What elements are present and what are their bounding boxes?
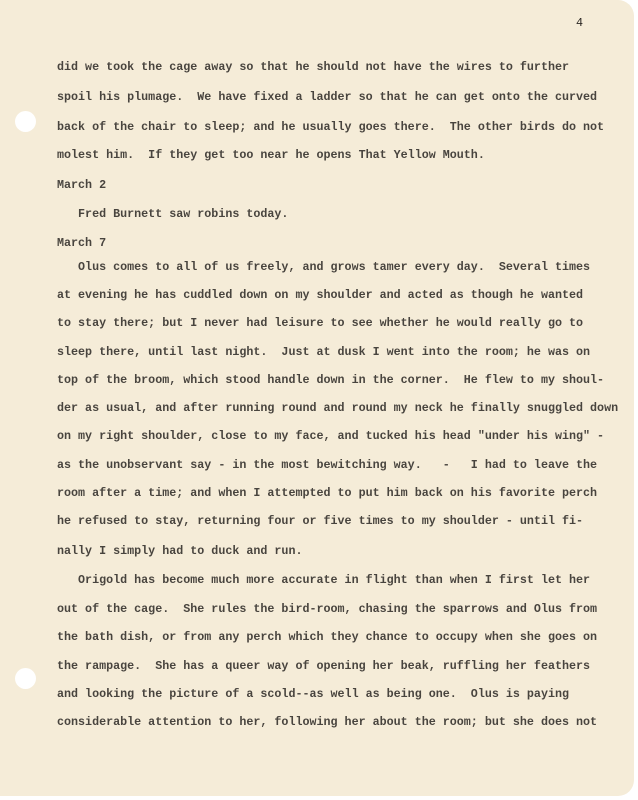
text-line: on my right shoulder, close to my face, and tucked his head "under his wing" - [57, 429, 605, 443]
text-line: considerable attention to her, following her about the room; but she does not [57, 715, 598, 729]
text-line: top of the broom, which stood handle down in the corner. He flew to my shoul- [57, 373, 605, 387]
text-line: room after a time; and when I attempted to put him back on his favorite perch [57, 486, 598, 500]
text-line: and looking the picture of a scold--as well as being one. Olus is paying [57, 687, 569, 701]
text-line: as the unobservant say - in the most bewitching way. - I had to leave the [57, 458, 598, 472]
text-line: Fred Burnett saw robins today. [57, 207, 289, 221]
text-line: the rampage. She has a queer way of opening her beak, ruffling her feathers [57, 659, 591, 673]
binder-hole [15, 111, 36, 132]
text-line: he refused to stay, returning four or five times to my shoulder - until fi- [57, 514, 584, 528]
text-line: to stay there; but I never had leisure to see whether he would really go to [57, 316, 584, 330]
text-line: spoil his plumage. We have fixed a ladder so that he can get onto the curved [57, 90, 598, 104]
text-line: at evening he has cuddled down on my shoulder and acted as though he wanted [57, 288, 584, 302]
text-line: did we took the cage away so that he should not have the wires to further [57, 60, 569, 74]
date-heading: March 7 [57, 236, 107, 250]
text-line: molest him. If they get too near he opens That Yellow Mouth. [57, 148, 485, 162]
binder-hole [15, 668, 36, 689]
page-number: 4 [576, 16, 584, 30]
date-heading: March 2 [57, 178, 107, 192]
text-line: sleep there, until last night. Just at dusk I went into the room; he was on [57, 345, 591, 359]
text-line: der as usual, and after running round and round my neck he finally snuggled down [57, 401, 619, 415]
text-line: back of the chair to sleep; and he usually goes there. The other birds do not [57, 120, 605, 134]
text-line: Origold has become much more accurate in flight than when I first let her [57, 573, 591, 587]
text-line: nally I simply had to duck and run. [57, 544, 303, 558]
text-line: the bath dish, or from any perch which they chance to occupy when she goes on [57, 630, 598, 644]
text-line: Olus comes to all of us freely, and grows tamer every day. Several times [57, 260, 591, 274]
text-line: out of the cage. She rules the bird-room, chasing the sparrows and Olus from [57, 602, 598, 616]
